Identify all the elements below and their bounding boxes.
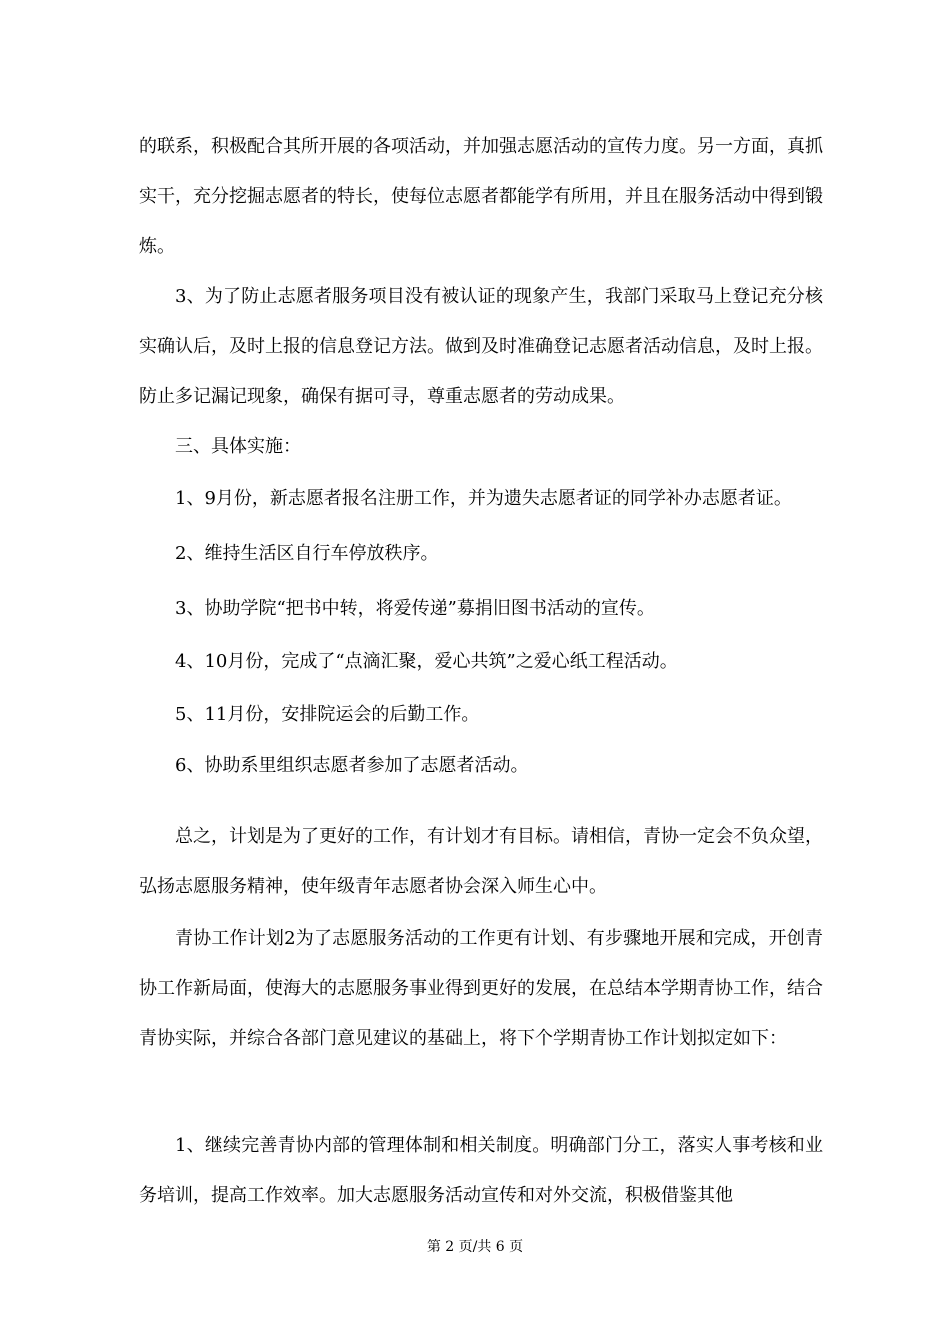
paragraph-continuation: 的联系，积极配合其所开展的各项活动，并加强志愿活动的宣传力度。另一方面，真抓实干，充分挖掘志愿者的特长，使每位志愿者都能学有所用，并且在服务活动中得到锻炼。 xyxy=(139,136,823,257)
paragraph-plan-2-intro: 青协工作计划2为了志愿服务活动的工作更有计划、有步骤地开展和完成，开创青协工作新局面，使海大的志愿服务事业得到更好的发展，在总结本学期青协工作，结合青协实际，并综合各部门意见建议的基础上，将下个学期青协工作计划拟定如下： xyxy=(139,928,823,1049)
paragraph-summary: 总之，计划是为了更好的工作，有计划才有目标。请相信，青协一定会不负众望，弘扬志愿服务精神，使年级青年志愿者协会深入师生心中。 xyxy=(139,826,823,897)
paragraph-item-3-registration: 3、为了防止志愿者服务项目没有被认证的现象产生，我部门采取马上登记充分核实确认后，及时上报的信息登记方法。做到及时准确登记志愿者活动信息，及时上报。防止多记漏记现象，确保有据可寻，尊重志愿者的劳动成果。 xyxy=(139,286,823,407)
list-item-3: 3、协助学院“把书中转，将爱传递”募捐旧图书活动的宣传。 xyxy=(175,598,655,619)
section-heading-implementation: 三、具体实施： xyxy=(175,436,301,457)
list-item-5: 5、11月份，安排院运会的后勤工作。 xyxy=(175,704,480,725)
list-item-2: 2、维持生活区自行车停放秩序。 xyxy=(175,543,439,564)
list-item-4: 4、10月份，完成了“点滴汇聚，爱心共筑”之爱心纸工程活动。 xyxy=(175,651,678,672)
list-item-1: 1、9月份，新志愿者报名注册工作，并为遗失志愿者证的同学补办志愿者证。 xyxy=(175,488,792,509)
list-item-6: 6、协助系里组织志愿者参加了志愿者活动。 xyxy=(175,755,529,776)
paragraph-plan-2-item-1: 1、继续完善青协内部的管理体制和相关制度。明确部门分工，落实人事考核和业务培训，提高工作效率。加大志愿服务活动宣传和对外交流，积极借鉴其他 xyxy=(139,1135,823,1206)
page-footer: 第 2 页/共 6 页 xyxy=(426,1239,524,1255)
